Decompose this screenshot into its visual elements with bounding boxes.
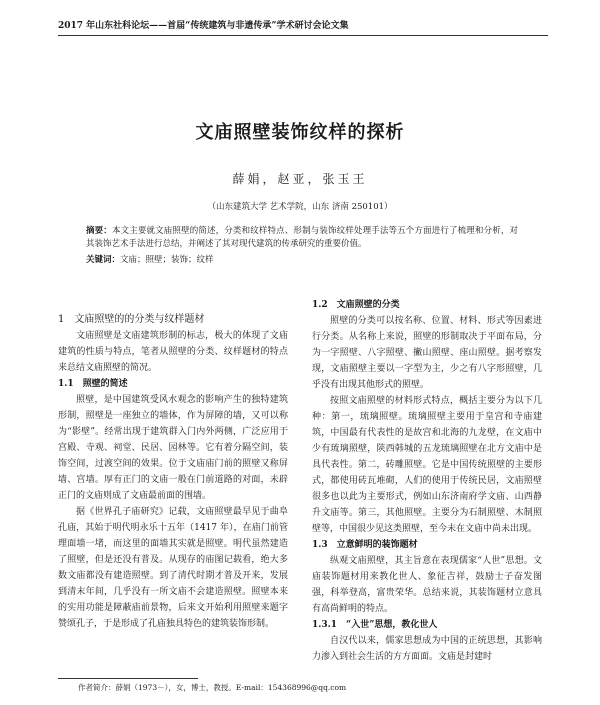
header-rule [58,35,548,36]
keywords-label: 关键词： [86,255,121,265]
paragraph: 文庙照壁是文庙建筑形制的标志，极大的体现了文庙建筑的性质与特点，笔者从照壁的分类、纹样题材的特点来总结文庙照壁的简况。 [58,331,288,373]
authors: 薛娟，赵亚，张玉王 [232,172,368,186]
subsection-heading: 1.1 照壁的简述 [58,379,128,389]
paragraph: 照壁的分类可以按名称、位置、材料、形式等因素进行分类。从名称上来说，照壁的形制取决于平面布局，分为一字照壁、八字照壁、撇山照壁、座山照壁。据考察发现，文庙照壁主要以一字型为主，少之有八字形照壁，几乎没有出现其他形式的照壁。 [312,316,542,390]
paragraph: 按照文庙照壁的材料形式特点，概括主要分为以下几种：第一，琉璃照壁。琉璃照壁主要用于皇宫和寺庙建筑，中国最有代表性的是故宫和北海的九龙壁，在文庙中少有琉璃照壁，陕西韩城的五龙琉璃照壁在北方文庙中是具代表性。第二，砖雕照壁。它是中国传统照壁的主要形式，都使用砖瓦堆砌，人们的使用于传统民居，文庙照壁很多也以此为主要形式，例如山东济南府学文庙、山西静升文庙等。第三，其他照壁。主要分为石制照壁、木制照壁等，中国很少见这类照壁，至今未在文庙中尚未出现。 [312,396,542,534]
abstract-label: 摘要： [86,226,112,236]
footnote-rule [58,678,198,679]
paper-title: 文庙照壁装饰纹样的探析 [195,122,405,143]
paragraph: 据《世界孔子庙研究》记载，文庙照壁最早见于曲阜孔庙，其始于明代明永乐十五年（1417 年），在庙门前管理面墙一堵，而这里的面墙其实就是照壁。明代虽然建造了照壁，但是还没有普及。从现存的庙图记载看，绝大多数文庙都没有建造照壁。到了清代时期才普及开来，发展到清末年间，几乎没有一所文庙不会建造照壁。照壁本来的实用功能是障蔽庙前景物，后来文开始利用照壁来题字赞颂孔子，于是形成了孔庙独具特色的建筑装饰形制。 [58,507,288,629]
abstract-text: 本文主要就文庙照壁的简述，分类和纹样特点、形制与装饰纹样处理手法等五个方面进行了梳理和分析，对其装饰艺术手法进行总结，并阐述了其对现代建筑的传承研究的重要价值。 [86,226,518,249]
abstract [86,225,518,251]
affiliation: （山东建筑大学 艺术学院，山东 济南 250101） [207,202,393,212]
right-column [312,297,542,665]
subsubsection-heading: 1.3.1 “入世”思想，教化世人 [312,620,438,630]
running-header: 2017 年山东社科论坛——首届“传统建筑与非遗传承”学术研讨会论文集 [58,21,349,31]
left-column [58,312,288,632]
keywords-text: 文庙；照壁；装饰；纹样 [120,255,214,265]
author-footnote: 作者简介：薛娟（1973－），女，博士，教授。E-mail：154368996@qq.com [78,683,347,692]
section-heading: 1 文庙照壁的的分类与纹样题材 [58,314,205,325]
paragraph: 纵观文庙照壁，其主旨意在表现儒家“人世”思想。文庙装饰题材用来教化世人、象征吉祥，鼓励士子奋发图强，科举登高，富贵荣华。总结来说，其装饰题材立意具有高尚鲜明的特点。 [312,556,542,614]
keywords [86,253,214,265]
paragraph: 照壁，是中国建筑受风水观念的影响产生的独特建筑形制，照壁是一座独立的墙体，作为屏障的墙，又可以称为“影壁”。经常出现于建筑群入门内外两侧，广泛应用于宫殿、寺观、祠堂、民居、园林等。它有着分隔空间，装饰空间，过渡空间的效果。位于文庙庙门前的照壁又称屏墙、宫墙。厚有正门的文庙一般在门前道路的对面，未辟正门的文庙则成了文庙最前面的围墙。 [58,395,288,501]
subsection-heading: 1.3 立意鲜明的装饰题材 [312,540,418,550]
paragraph: 自汉代以来，儒家思想成为中国的正统思想，其影响力渗入到社会生活的方方面面。文庙是封建时 [312,636,542,662]
subsection-heading: 1.2 文庙照壁的分类 [312,300,400,310]
